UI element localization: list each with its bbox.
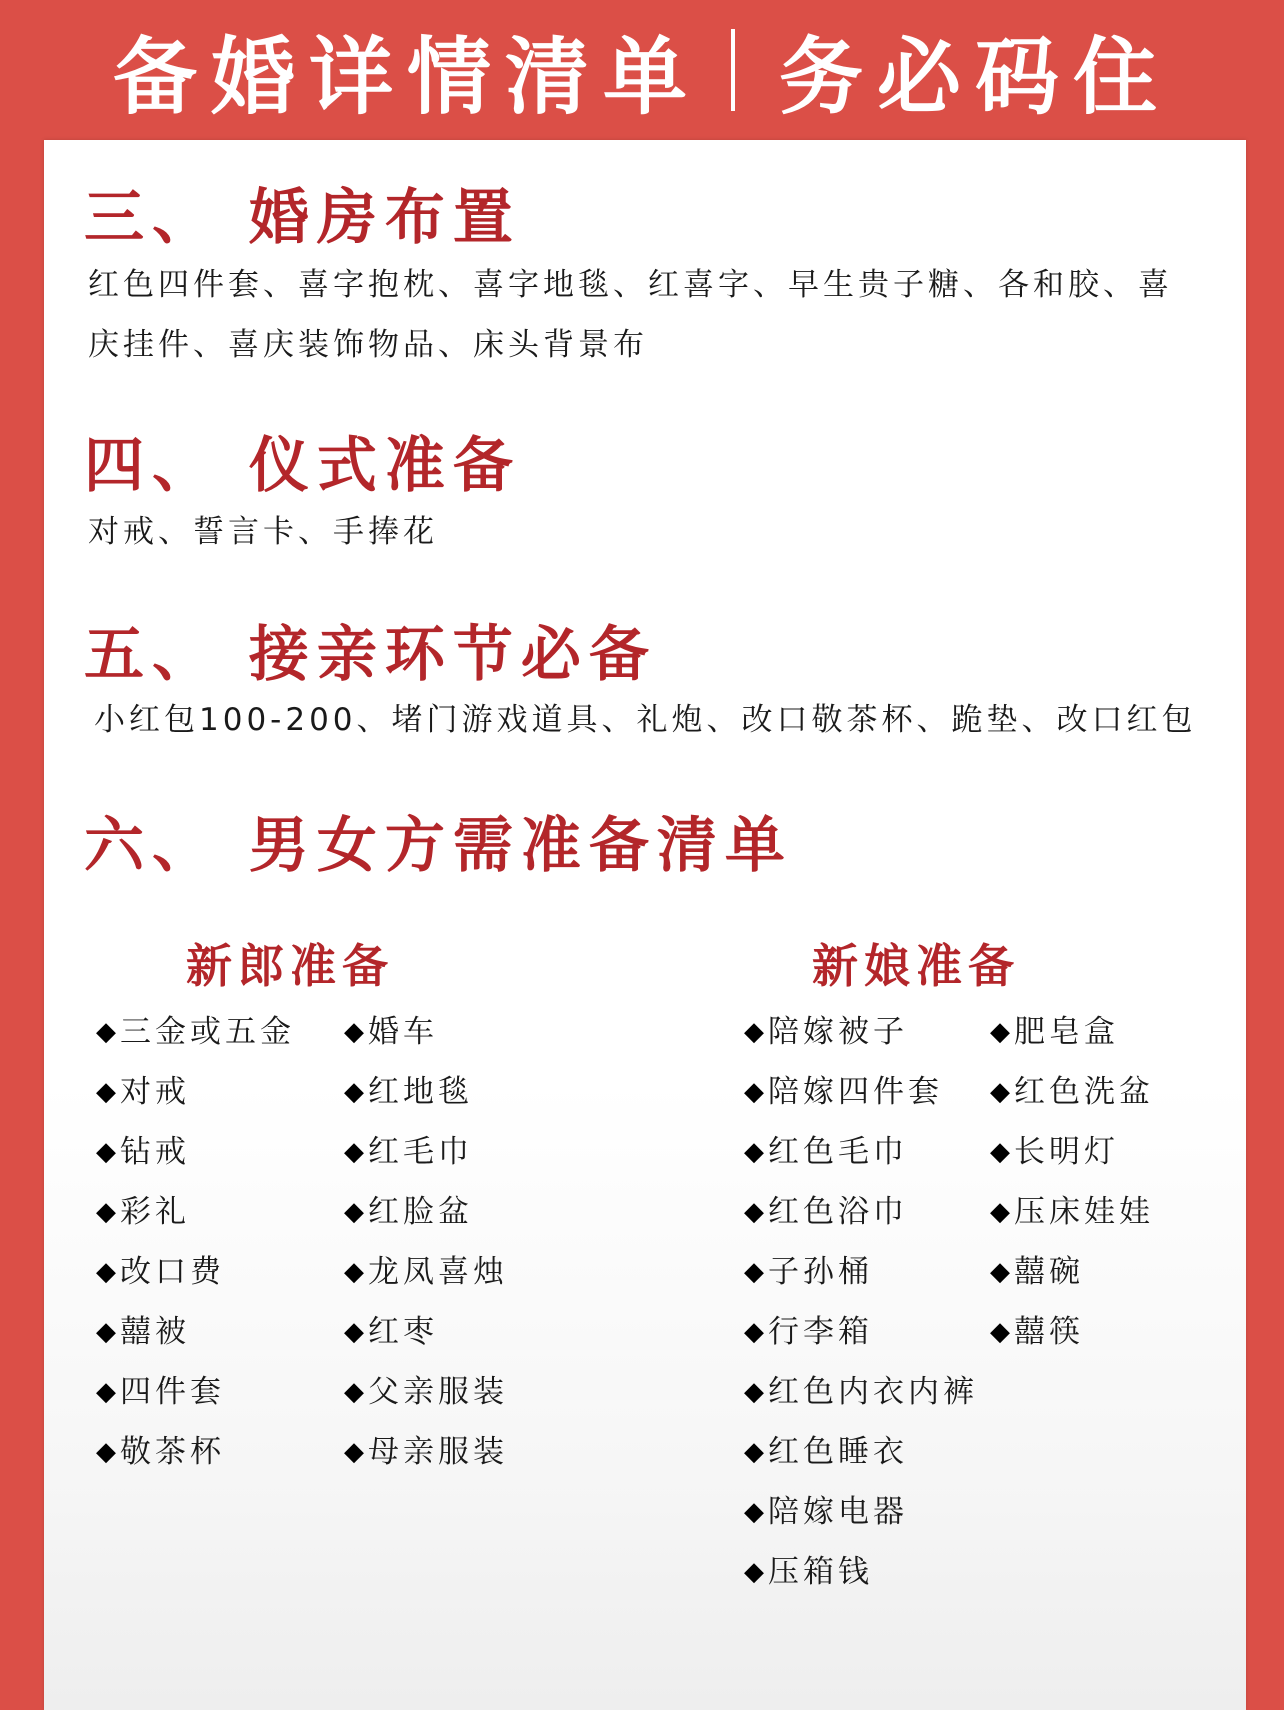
list-item bbox=[344, 1302, 508, 1362]
diamond-bullet-icon: ◆ bbox=[744, 1137, 764, 1167]
list-item bbox=[96, 1062, 295, 1122]
list-item-text: 压床娃娃 bbox=[1014, 1194, 1154, 1230]
diamond-bullet-icon: ◆ bbox=[344, 1377, 364, 1407]
list-item-text: 红色睡衣 bbox=[768, 1434, 908, 1470]
list-item-text: 红色洗盆 bbox=[1014, 1074, 1154, 1110]
diamond-bullet-icon: ◆ bbox=[96, 1077, 116, 1107]
list-item-text: 改口费 bbox=[120, 1254, 225, 1290]
diamond-bullet-icon: ◆ bbox=[344, 1317, 364, 1347]
list-item bbox=[744, 1122, 978, 1182]
list-item bbox=[744, 1422, 978, 1482]
list-item-text: 子孙桶 bbox=[768, 1254, 873, 1290]
list-item-text: 陪嫁电器 bbox=[768, 1494, 908, 1530]
list-item-text: 龙凤喜烛 bbox=[368, 1254, 508, 1290]
section-body-ceremony: 对戒、誓言卡、手捧花 bbox=[88, 514, 438, 550]
section-title-ceremony: 四、 仪式准备 bbox=[84, 431, 521, 501]
header-divider bbox=[731, 29, 735, 111]
diamond-bullet-icon: ◆ bbox=[990, 1137, 1010, 1167]
section-body-pickup: 小红包100-200、堵门游戏道具、礼炮、改口敬茶杯、跪垫、改口红包 bbox=[94, 702, 1197, 738]
list-item bbox=[744, 1242, 978, 1302]
list-item-text: 红色内衣内裤 bbox=[768, 1374, 978, 1410]
groom-list-col2 bbox=[344, 1002, 508, 1482]
header-title-left: 备婚详情清单 bbox=[112, 27, 701, 126]
list-item-text: 红色浴巾 bbox=[768, 1194, 908, 1230]
list-item-text: 行李箱 bbox=[768, 1314, 873, 1350]
list-item-text: 红枣 bbox=[368, 1314, 438, 1350]
diamond-bullet-icon: ◆ bbox=[344, 1437, 364, 1467]
header-title-right: 务必码住 bbox=[779, 27, 1172, 126]
list-item-text: 母亲服装 bbox=[368, 1434, 508, 1470]
list-item bbox=[344, 1242, 508, 1302]
list-item bbox=[990, 1122, 1154, 1182]
list-item-text: 三金或五金 bbox=[120, 1014, 295, 1050]
bride-list-col2 bbox=[990, 1002, 1154, 1362]
list-item-text: 红色毛巾 bbox=[768, 1134, 908, 1170]
diamond-bullet-icon: ◆ bbox=[744, 1437, 764, 1467]
diamond-bullet-icon: ◆ bbox=[744, 1197, 764, 1227]
diamond-bullet-icon: ◆ bbox=[344, 1077, 364, 1107]
list-item bbox=[744, 1362, 978, 1422]
list-item bbox=[344, 1182, 508, 1242]
list-item bbox=[96, 1302, 295, 1362]
diamond-bullet-icon: ◆ bbox=[990, 1317, 1010, 1347]
list-item-text: 压箱钱 bbox=[768, 1554, 873, 1590]
diamond-bullet-icon: ◆ bbox=[744, 1017, 764, 1047]
section-title-checklist: 六、 男女方需准备清单 bbox=[84, 811, 793, 881]
diamond-bullet-icon: ◆ bbox=[990, 1017, 1010, 1047]
list-item bbox=[344, 1362, 508, 1422]
list-item bbox=[96, 1122, 295, 1182]
diamond-bullet-icon: ◆ bbox=[744, 1317, 764, 1347]
list-item-text: 陪嫁被子 bbox=[768, 1014, 908, 1050]
list-item-text: 红毛巾 bbox=[368, 1134, 473, 1170]
list-item-text: 对戒 bbox=[120, 1074, 190, 1110]
diamond-bullet-icon: ◆ bbox=[96, 1317, 116, 1347]
list-item bbox=[744, 1482, 978, 1542]
diamond-bullet-icon: ◆ bbox=[96, 1017, 116, 1047]
groom-title: 新郎准备 bbox=[186, 939, 394, 993]
decor-line-2: 庆挂件、喜庆装饰物品、床头背景布 bbox=[88, 327, 648, 363]
list-item bbox=[990, 1002, 1154, 1062]
diamond-bullet-icon: ◆ bbox=[744, 1257, 764, 1287]
list-item bbox=[96, 1182, 295, 1242]
diamond-bullet-icon: ◆ bbox=[96, 1437, 116, 1467]
list-item bbox=[990, 1182, 1154, 1242]
list-item-text: 四件套 bbox=[120, 1374, 225, 1410]
diamond-bullet-icon: ◆ bbox=[96, 1377, 116, 1407]
diamond-bullet-icon: ◆ bbox=[344, 1017, 364, 1047]
list-item bbox=[96, 1242, 295, 1302]
list-item bbox=[990, 1062, 1154, 1122]
list-item bbox=[344, 1422, 508, 1482]
list-item bbox=[990, 1242, 1154, 1302]
diamond-bullet-icon: ◆ bbox=[744, 1557, 764, 1587]
decor-line-1: 红色四件套、喜字抱枕、喜字地毯、红喜字、早生贵子糖、各和胶、喜 bbox=[88, 267, 1173, 303]
list-item-text: 囍被 bbox=[120, 1314, 190, 1350]
list-item-text: 父亲服装 bbox=[368, 1374, 508, 1410]
list-item bbox=[990, 1302, 1154, 1362]
diamond-bullet-icon: ◆ bbox=[344, 1197, 364, 1227]
diamond-bullet-icon: ◆ bbox=[344, 1137, 364, 1167]
diamond-bullet-icon: ◆ bbox=[990, 1077, 1010, 1107]
list-item bbox=[344, 1062, 508, 1122]
list-item bbox=[344, 1002, 508, 1062]
list-item-text: 长明灯 bbox=[1014, 1134, 1119, 1170]
list-item bbox=[744, 1302, 978, 1362]
list-item bbox=[744, 1542, 978, 1602]
list-item-text: 婚车 bbox=[368, 1014, 438, 1050]
diamond-bullet-icon: ◆ bbox=[96, 1137, 116, 1167]
bride-list-col1 bbox=[744, 1002, 978, 1602]
diamond-bullet-icon: ◆ bbox=[744, 1377, 764, 1407]
section-title-decor: 三、 婚房布置 bbox=[84, 183, 521, 253]
diamond-bullet-icon: ◆ bbox=[96, 1257, 116, 1287]
list-item-text: 红地毯 bbox=[368, 1074, 473, 1110]
bride-title: 新娘准备 bbox=[812, 939, 1020, 993]
list-item-text: 红脸盆 bbox=[368, 1194, 473, 1230]
list-item bbox=[96, 1002, 295, 1062]
list-item-text: 彩礼 bbox=[120, 1194, 190, 1230]
content-sheet bbox=[44, 140, 1246, 1710]
list-item-text: 囍碗 bbox=[1014, 1254, 1084, 1290]
section-title-pickup: 五、 接亲环节必备 bbox=[84, 620, 657, 690]
diamond-bullet-icon: ◆ bbox=[744, 1497, 764, 1527]
list-item-text: 敬茶杯 bbox=[120, 1434, 225, 1470]
list-item bbox=[744, 1182, 978, 1242]
groom-list-col1 bbox=[96, 1002, 295, 1482]
list-item bbox=[344, 1122, 508, 1182]
diamond-bullet-icon: ◆ bbox=[96, 1197, 116, 1227]
diamond-bullet-icon: ◆ bbox=[990, 1257, 1010, 1287]
section-body-decor bbox=[88, 255, 1218, 375]
diamond-bullet-icon: ◆ bbox=[744, 1077, 764, 1107]
list-item bbox=[744, 1062, 978, 1122]
page-header bbox=[0, 0, 1284, 140]
diamond-bullet-icon: ◆ bbox=[990, 1197, 1010, 1227]
list-item-text: 钻戒 bbox=[120, 1134, 190, 1170]
list-item-text: 囍筷 bbox=[1014, 1314, 1084, 1350]
list-item bbox=[96, 1422, 295, 1482]
list-item bbox=[744, 1002, 978, 1062]
list-item bbox=[96, 1362, 295, 1422]
list-item-text: 肥皂盒 bbox=[1014, 1014, 1119, 1050]
diamond-bullet-icon: ◆ bbox=[344, 1257, 364, 1287]
list-item-text: 陪嫁四件套 bbox=[768, 1074, 943, 1110]
